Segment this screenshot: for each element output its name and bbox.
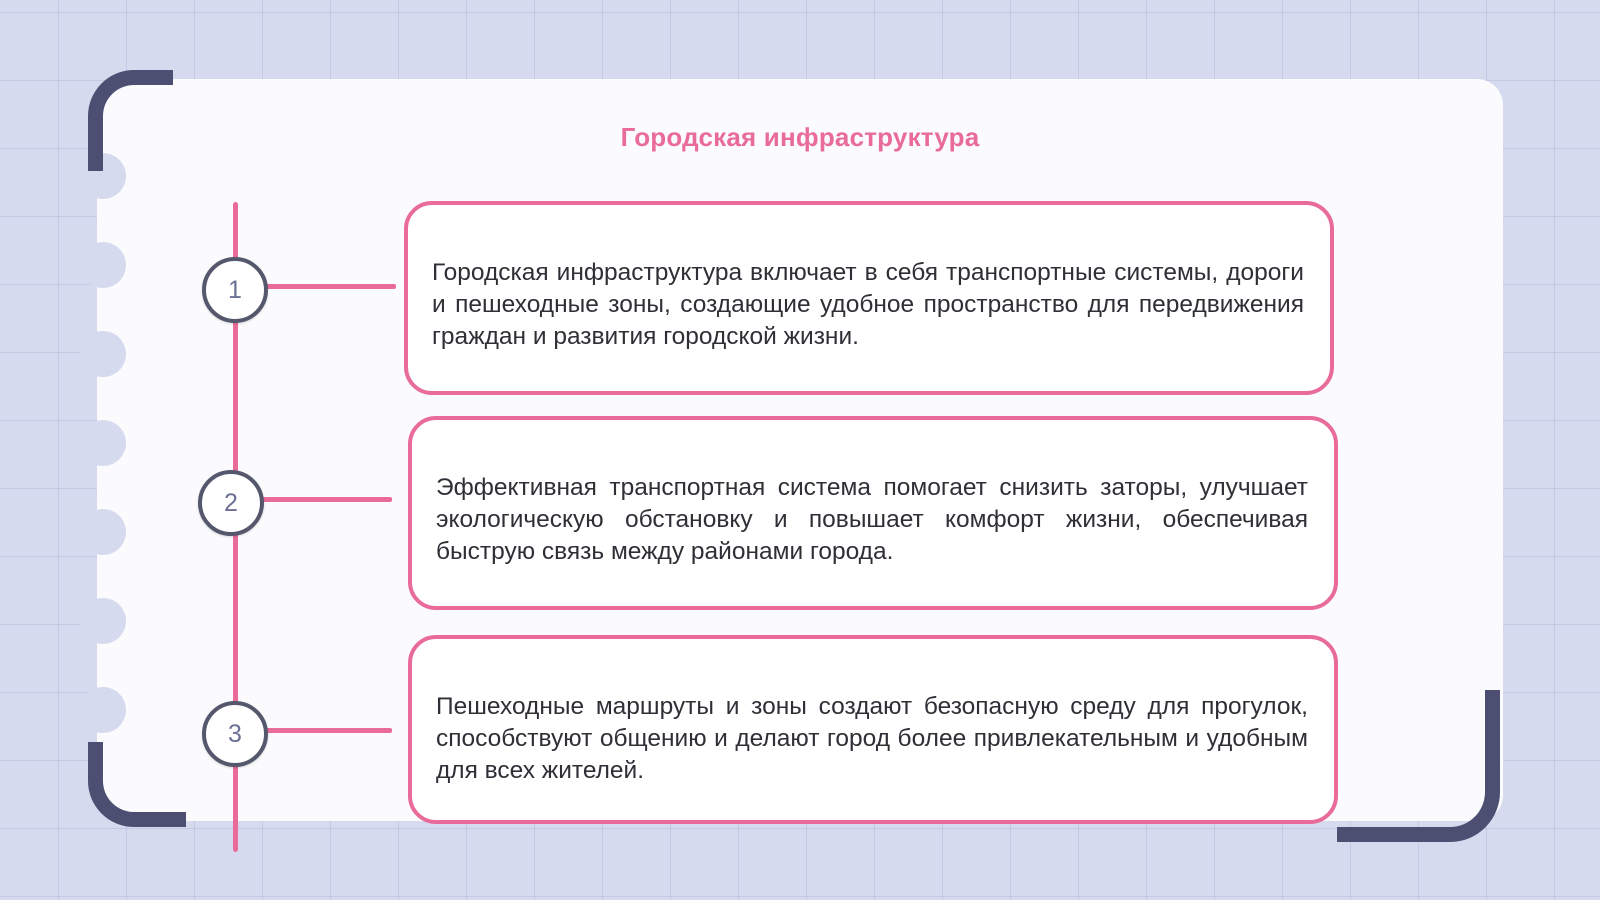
connector-line	[266, 728, 392, 733]
step-marker	[198, 470, 264, 536]
step-number: 1	[228, 275, 242, 304]
step-card	[404, 201, 1334, 395]
corner-bracket-bottom-left	[88, 742, 186, 827]
paper-notch	[80, 598, 126, 644]
step-number: 3	[228, 719, 242, 748]
step-number: 2	[224, 488, 238, 517]
step-card	[408, 635, 1338, 824]
connector-line	[266, 284, 396, 289]
step-text: Пешеходные маршруты и зоны создают безопасную среду для прогулок, способствуют общению и делают город более привлекательным и удобным для всех жителей.	[436, 693, 1308, 784]
paper-notch	[80, 509, 126, 555]
corner-bracket-top-left	[88, 70, 173, 171]
corner-bracket-bottom-right	[1337, 690, 1500, 842]
paper-notch	[80, 420, 126, 466]
paper-notch	[80, 242, 126, 288]
step-text: Городская инфраструктура включает в себя транспортные системы, дороги и пешеходные зоны, создающие удобное пространство для передвижения граждан и развития городской жизни.	[432, 259, 1304, 350]
connector-line	[262, 497, 392, 502]
step-card	[408, 416, 1338, 610]
paper-notch	[80, 687, 126, 733]
slide-title: Городская инфраструктура	[620, 122, 980, 152]
step-text: Эффективная транспортная система помогает снизить заторы, улучшает экологическую обстановку и повышает комфорт жизни, обеспечивая быструю связь между районами города.	[436, 474, 1308, 565]
step-marker	[202, 257, 268, 323]
step-marker	[202, 701, 268, 767]
paper-notch	[80, 331, 126, 377]
